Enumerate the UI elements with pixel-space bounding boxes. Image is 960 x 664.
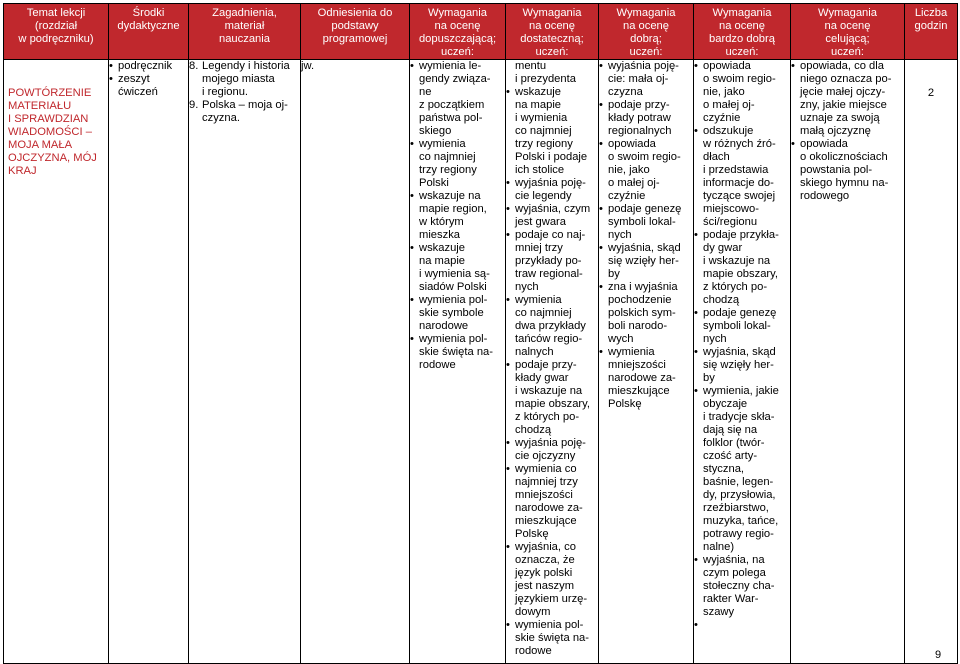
- resources-list: [109, 60, 188, 99]
- item-text-line: niego oznacza po-: [800, 73, 892, 85]
- item-text-line: muzyka, tańce,: [703, 515, 779, 527]
- header-text-line: bardzo dobrą: [709, 33, 775, 45]
- header-text-line: uczeń:: [831, 46, 864, 58]
- item-text-line: dy gwar: [703, 242, 743, 254]
- header-text-line: Wymagania: [712, 7, 772, 19]
- header-text-line: Wymagania: [522, 7, 582, 19]
- item-text-line: • wskazuje na: [419, 190, 481, 202]
- item-text-line: małą ojczyznę: [800, 125, 871, 137]
- req-pass-item: [410, 294, 505, 333]
- req-vgood-item: [694, 229, 790, 307]
- req-sat-item: [506, 86, 598, 177]
- topic-text-line: POWTÓRZENIE: [8, 87, 92, 99]
- header-text-line: dostateczną;: [520, 33, 584, 45]
- item-text-line: jęcie małej ojczy-: [800, 86, 886, 98]
- req-sat-item: [506, 294, 598, 359]
- item-text-line: Polski: [419, 177, 449, 189]
- req-good-item: [599, 203, 693, 242]
- header-text-line: uczeń:: [725, 46, 759, 58]
- item-text-line: ści/regionu: [703, 216, 758, 228]
- column-header: [109, 4, 189, 60]
- item-text-line: • wymienia: [608, 346, 655, 358]
- req-vgood-item: [694, 554, 790, 619]
- item-text-line: trzy regiony: [515, 138, 573, 150]
- column-header: [694, 4, 791, 60]
- header-text-line: uczeń:: [535, 46, 569, 58]
- topic-item: [189, 60, 300, 99]
- header-text-line: (rozdział: [34, 20, 78, 32]
- item-text-line: nych: [703, 333, 727, 345]
- topics-cell: [189, 60, 301, 664]
- req-sat-item: [506, 177, 598, 203]
- item-text-line: oznacza, że: [515, 554, 575, 566]
- topic-text-line: MOJA MAŁA: [8, 139, 73, 151]
- item-text-line: i wskazuje na: [515, 385, 583, 397]
- item-text-line: rodowe: [515, 645, 552, 657]
- req-excellent-list: [791, 60, 904, 203]
- topic-text-line: Polska – moja oj-: [202, 99, 288, 111]
- item-text-line: dy, przysłowia,: [703, 489, 776, 501]
- header-text-line: na ocenę: [434, 20, 481, 32]
- header-text-line: Środki: [132, 7, 165, 19]
- item-text-line: skie symbole: [419, 307, 484, 319]
- item-text-line: skie święta na-: [515, 632, 589, 644]
- header-text-line: Zagadnienia, materiał: [212, 7, 277, 32]
- header-text-line: Wymagania: [616, 7, 676, 19]
- header-text-line: programowej: [322, 33, 388, 45]
- topic-number: 8.: [189, 60, 199, 72]
- item-text-line: o małej oj-: [608, 177, 660, 189]
- item-text-line: nie, jako: [608, 164, 650, 176]
- item-text-line: na mapie: [419, 255, 466, 267]
- header-text-line: celującą;: [825, 33, 870, 45]
- item-text-line: nych: [608, 229, 632, 241]
- item-text-line: dają się na: [703, 424, 758, 436]
- topic-text-line: i regionu.: [202, 86, 249, 98]
- continuation-text-line: mentu: [515, 60, 547, 72]
- resources-cell: [109, 60, 189, 664]
- topics-list: [189, 60, 300, 125]
- item-text-line: • wyjaśnia poję-: [515, 177, 586, 189]
- item-text-line: szawy: [703, 606, 735, 618]
- req-sat-item: [506, 619, 598, 658]
- column-header: [506, 4, 599, 60]
- req-pass-list: [410, 60, 505, 372]
- item-text-line: nych: [515, 281, 539, 293]
- item-text-line: by: [703, 372, 715, 384]
- req-sat-cell: [506, 60, 599, 664]
- item-text-line: trzy regiony: [419, 164, 477, 176]
- item-text-line: z początkiem: [419, 99, 485, 111]
- lesson-row: [4, 60, 958, 664]
- topic-text-line: Legendy i historia: [202, 60, 290, 72]
- item-text-line: rodowe: [419, 359, 456, 371]
- item-text-line: o okolicznościach: [800, 151, 888, 163]
- req-good-item: [599, 99, 693, 138]
- req-excellent-cell: [791, 60, 905, 664]
- item-text-line: obyczaje: [703, 398, 748, 410]
- item-text-line: • wymienia le-: [419, 60, 482, 72]
- item-text-line: • wskazuje: [419, 242, 466, 254]
- item-text-line: • podaje przykła-: [703, 229, 779, 241]
- item-text-line: najmniej trzy: [515, 476, 578, 488]
- column-header: [791, 4, 905, 60]
- item-text-line: stołeczny cha-: [703, 580, 775, 592]
- item-text-line: polskich sym-: [608, 307, 676, 319]
- item-text-line: regionalnych: [608, 125, 672, 137]
- item-text-line: czyźnie: [703, 112, 741, 124]
- item-text-line: jest naszym: [515, 580, 575, 592]
- item-text-line: • wskazuje: [515, 86, 562, 98]
- item-text-line: mniejszości: [515, 489, 573, 501]
- item-text-line: • wyjaśnia poję-: [515, 437, 586, 449]
- req-pass-item: [410, 190, 505, 242]
- req-vgood-item: [694, 385, 790, 554]
- item-text-line: • wyjaśnia poję-: [608, 60, 679, 72]
- req-sat-item: [506, 463, 598, 541]
- req-sat-item: [506, 541, 598, 619]
- item-text-line: narodowe za-: [608, 372, 676, 384]
- item-text-line: mieszkujące: [608, 385, 670, 397]
- header-text-line: podstawy: [331, 20, 379, 32]
- item-text-line: skie święta na-: [419, 346, 493, 358]
- topic-text-line: mojego miasta: [202, 73, 275, 85]
- page-number: 9: [935, 649, 942, 661]
- item-text-line: mapie obszary,: [703, 268, 779, 280]
- item-text-line: Polskę: [515, 528, 549, 540]
- item-text-line: • podaje co naj-: [515, 229, 586, 241]
- item-text-line: informacje do-: [703, 177, 774, 189]
- item-text-line: mieszka: [419, 229, 461, 241]
- continuation-text-line: i prezydenta: [515, 73, 576, 85]
- item-text-line: z których po-: [703, 281, 768, 293]
- item-text-line: kłady potraw: [608, 112, 671, 124]
- req-sat-item: [506, 437, 598, 463]
- req-vgood-item: [694, 125, 790, 229]
- req-vgood-item: [694, 60, 790, 125]
- item-text-line: • opowiada: [703, 60, 751, 72]
- item-text-line: • wymienia: [515, 294, 562, 306]
- item-text-line: mniejszości: [608, 359, 666, 371]
- item-text-line: ich stolice: [515, 164, 565, 176]
- item-text-line: uznaje za swoją: [800, 112, 880, 124]
- column-header: [189, 4, 301, 60]
- header-text-line: Temat lekcji: [26, 7, 86, 19]
- item-text-line: • opowiada: [800, 138, 848, 150]
- header-text-line: Wymagania: [428, 7, 487, 19]
- item-text-line: czym polega: [703, 567, 766, 579]
- resource-item: [109, 60, 188, 73]
- item-text-line: cie: mała oj-: [608, 73, 669, 85]
- item-text-line: • wymienia co: [515, 463, 577, 475]
- req-good-item: [599, 138, 693, 203]
- item-text-line: • opowiada: [608, 138, 656, 150]
- item-text-line: • podaje genezę: [703, 307, 777, 319]
- column-header: [301, 4, 410, 60]
- topic-item: [189, 99, 300, 125]
- header-text-line: dopuszczającą;: [418, 33, 497, 45]
- item-text-line: kłady gwar: [515, 372, 569, 384]
- item-text-line: • wymienia, jakie: [703, 385, 779, 397]
- item-text-line: rodowego: [800, 190, 850, 202]
- item-text-line: folklor (twór-: [703, 437, 765, 449]
- item-text-line: w różnych źró-: [703, 138, 776, 150]
- item-text-line: i wskazuje na: [703, 255, 771, 267]
- topic-text-line: WIADOMOŚCI –: [8, 126, 92, 138]
- column-header: [599, 4, 694, 60]
- item-text-line: z których po-: [515, 411, 580, 423]
- req-pass-item: [410, 138, 505, 190]
- hours-value: 2: [927, 87, 935, 99]
- item-text-line: czość arty-: [703, 450, 758, 462]
- req-good-list: [599, 60, 693, 411]
- item-text-line: • opowiada, co dla: [800, 60, 884, 72]
- item-text-line: dłach: [703, 151, 730, 163]
- item-text-line: i przedstawia: [703, 164, 769, 176]
- req-sat-item: [506, 229, 598, 294]
- item-text-line: czyzna: [608, 86, 643, 98]
- item-text-line: nie, jako: [703, 86, 745, 98]
- item-text-line: traw regional-: [515, 268, 583, 280]
- item-text-line: zny, jakie miejsce: [800, 99, 887, 111]
- topic-text-line: OJCZYZNA, MÓJ: [8, 152, 97, 164]
- item-text-line: dowym: [515, 606, 551, 618]
- item-text-line: ne: [419, 86, 432, 98]
- item-text-line: i tradycje skła-: [703, 411, 775, 423]
- req-sat-item: [506, 359, 598, 437]
- item-text-line: • wymienia pol-: [419, 333, 488, 345]
- item-text-line: mniej trzy: [515, 242, 563, 254]
- item-text-line: język polski: [515, 567, 573, 579]
- header-text-line: w podręczniku): [18, 33, 94, 45]
- item-text-line: Polski i podaje: [515, 151, 588, 163]
- item-text-line: rakter War-: [703, 593, 759, 605]
- item-text-line: cie ojczyzny: [515, 450, 576, 462]
- item-text-line: rzeźbiarstwo,: [703, 502, 769, 514]
- item-text-line: przykłady po-: [515, 255, 582, 267]
- header-text-line: Wymagania: [818, 7, 877, 19]
- item-text-line: baśnie, legen-: [703, 476, 774, 488]
- column-header: [410, 4, 506, 60]
- topic-number: 9.: [189, 99, 199, 111]
- item-text-line: co najmniej: [515, 125, 572, 137]
- req-sat-continuation: [506, 60, 598, 86]
- item-text-line: powstania pol-: [800, 164, 873, 176]
- hours-cell: [905, 60, 958, 664]
- column-header: [4, 4, 109, 60]
- req-good-item: [599, 242, 693, 281]
- item-text-line: Polskę: [608, 398, 642, 410]
- item-text-line: symboli lokal-: [608, 216, 676, 228]
- header-text-line: godzin: [914, 20, 948, 32]
- req-excellent-item: [791, 138, 904, 203]
- req-pass-item: [410, 333, 505, 372]
- lesson-topic-cell: [4, 60, 109, 664]
- item-text-line: • zeszyt: [118, 73, 150, 85]
- req-vgood-list: [694, 60, 790, 619]
- item-text-line: • podaje przy-: [608, 99, 670, 111]
- req-good-item: [599, 281, 693, 346]
- item-text-line: • zna i wyjaśnia: [608, 281, 678, 293]
- item-text-line: mieszkujące: [515, 515, 577, 527]
- req-good-item: [599, 346, 693, 411]
- item-text-line: ćwiczeń: [118, 86, 158, 98]
- req-excellent-item: [791, 60, 904, 138]
- item-text-line: chodzą: [703, 294, 740, 306]
- curriculum-ref: jw.: [301, 60, 315, 72]
- item-text-line: jest gwara: [515, 216, 566, 228]
- item-text-line: nalne): [703, 541, 735, 553]
- req-sat-list: [506, 86, 598, 658]
- item-text-line: symboli lokal-: [703, 320, 771, 332]
- item-text-line: • wyjaśnia, na: [703, 554, 765, 566]
- item-text-line: państwa pol-: [419, 112, 483, 124]
- header-text-line: na ocenę: [718, 20, 766, 32]
- header-text-line: uczeń:: [441, 46, 474, 58]
- item-text-line: o swoim regio-: [703, 73, 776, 85]
- column-header: [905, 4, 958, 60]
- topic-text-line: KRAJ: [8, 165, 37, 177]
- item-text-line: nalnych: [515, 346, 554, 358]
- item-text-line: siadów Polski: [419, 281, 487, 293]
- req-vgood-cell: [694, 60, 791, 664]
- item-text-line: dwa przykłady: [515, 320, 586, 332]
- req-pass-item: [410, 242, 505, 294]
- item-text-line: boli narodo-: [608, 320, 668, 332]
- item-text-line: się wzięły her-: [608, 255, 679, 267]
- item-text-line: miejscowo-: [703, 203, 759, 215]
- header-text-line: na ocenę: [824, 20, 871, 32]
- lesson-plan-table: [3, 3, 958, 664]
- item-text-line: • wymienia pol-: [419, 294, 488, 306]
- item-text-line: narodowe za-: [515, 502, 583, 514]
- header-text-line: na ocenę: [528, 20, 576, 32]
- topic-text-line: MATERIAŁU: [8, 100, 72, 112]
- topic-text-line: I SPRAWDZIAN: [8, 113, 89, 125]
- item-text-line: narodowe: [419, 320, 469, 332]
- curriculum-cell: [301, 60, 410, 664]
- item-text-line: i wymienia są-: [419, 268, 490, 280]
- item-text-line: i wymienia: [515, 112, 568, 124]
- item-text-line: by: [608, 268, 620, 280]
- item-text-line: chodzą: [515, 424, 552, 436]
- item-text-line: skiego hymnu na-: [800, 177, 889, 189]
- item-text-line: na mapie: [515, 99, 562, 111]
- item-text-line: • wyjaśnia, skąd: [608, 242, 681, 254]
- item-text-line: pochodzenie: [608, 294, 672, 306]
- topic-text-line: czyzna.: [202, 112, 240, 124]
- item-text-line: potrawy regio-: [703, 528, 774, 540]
- item-text-line: tańców regio-: [515, 333, 583, 345]
- header-text-line: dobrą;: [630, 33, 662, 45]
- item-text-line: • wyjaśnia, co: [515, 541, 576, 553]
- item-text-line: • wyjaśnia, czym: [515, 203, 591, 215]
- item-text-line: skiego: [419, 125, 452, 137]
- item-text-line: cie legendy: [515, 190, 572, 202]
- header-text-line: Odniesienia do: [317, 7, 393, 19]
- item-text-line: tyczące swojej: [703, 190, 776, 202]
- item-text-line: językiem urzę-: [515, 593, 588, 605]
- req-sat-item: [506, 203, 598, 229]
- item-text-line: • podręcznik: [118, 60, 173, 72]
- item-text-line: w którym: [419, 216, 464, 228]
- req-pass-cell: [410, 60, 506, 664]
- req-vgood-item: [694, 346, 790, 385]
- header-text-line: dydaktyczne: [117, 20, 180, 32]
- header-row: [4, 4, 958, 60]
- header-text-line: Liczba: [914, 7, 948, 19]
- item-text-line: o małej oj-: [703, 99, 755, 111]
- item-text-line: • podaje przy-: [515, 359, 577, 371]
- item-text-line: co najmniej: [515, 307, 572, 319]
- item-text-line: co najmniej: [419, 151, 476, 163]
- header-text-line: uczeń:: [629, 46, 663, 58]
- item-text-line: styczna,: [703, 463, 745, 475]
- item-text-line: mapie obszary,: [515, 398, 591, 410]
- resource-item: [109, 73, 188, 99]
- item-text-line: gendy związa-: [419, 73, 491, 85]
- item-text-line: o swoim regio-: [608, 151, 681, 163]
- item-text-line: wych: [608, 333, 634, 345]
- item-text-line: • podaje genezę: [608, 203, 682, 215]
- req-good-cell: [599, 60, 694, 664]
- item-text-line: • wymienia: [419, 138, 466, 150]
- item-text-line: • wymienia pol-: [515, 619, 584, 631]
- item-text-line: mapie region,: [419, 203, 487, 215]
- req-vgood-item: [694, 307, 790, 346]
- header-text-line: na ocenę: [622, 20, 670, 32]
- item-text-line: • wyjaśnia, skąd: [703, 346, 776, 358]
- item-text-line: się wzięły her-: [703, 359, 774, 371]
- header-text-line: nauczania: [218, 33, 270, 45]
- req-good-item: [599, 60, 693, 99]
- item-text-line: • odszukuje: [703, 125, 754, 137]
- req-pass-item: [410, 60, 505, 138]
- item-text-line: czyźnie: [608, 190, 646, 202]
